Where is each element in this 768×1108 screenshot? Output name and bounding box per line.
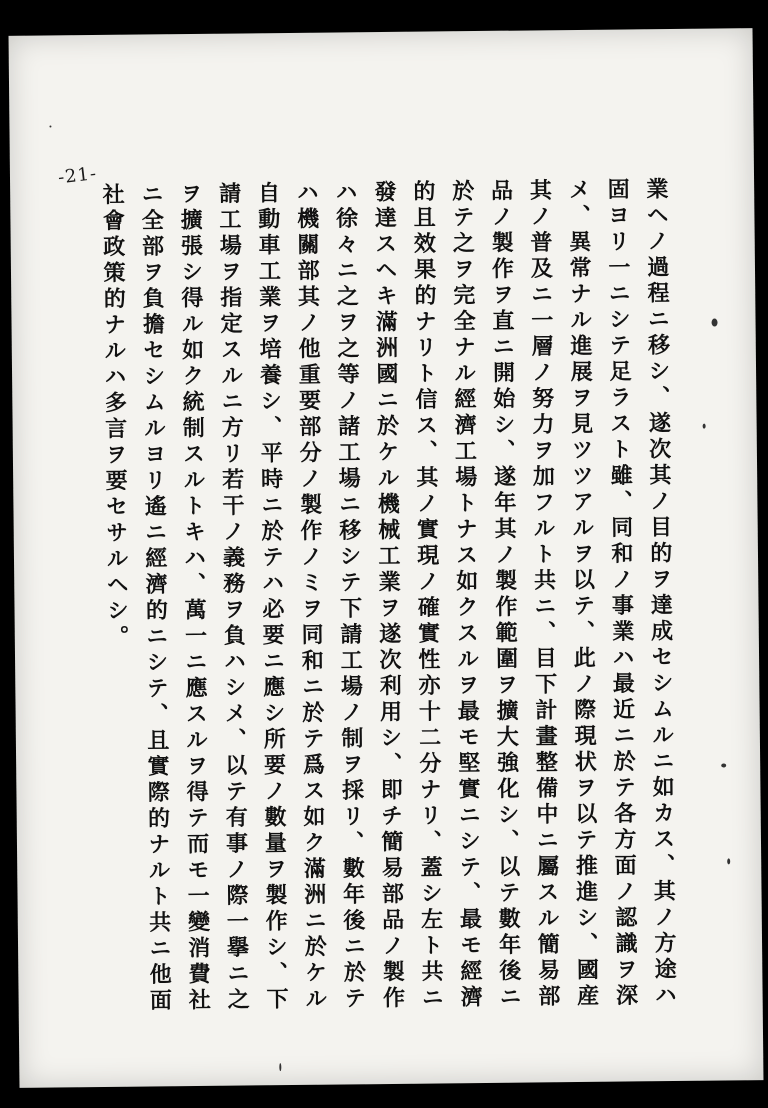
text-column-12: 請工場ヲ指定スルニ方リ若干ノ義務ヲ負ハシメ、以テ有事ノ際一擧ニ之 (215, 181, 251, 1014)
text-columns (94, 177, 683, 1063)
text-column-6: 於テ之ヲ完全ナル經濟工場トナス如クスルヲ最モ堅實ニシテ、最モ經濟 (448, 179, 484, 1012)
text-column-14: ニ全部ヲ負擔セシムルヨリ遙ニ經濟的ニシテ、且實際的ナルト共ニ他面 (137, 182, 173, 1015)
text-column-5: 品ノ製作ヲ直ニ開始シ、遂年其ノ製作範圍ヲ擴大強化シ、以テ數年後ニ (487, 178, 523, 1011)
text-column-1: 業ヘノ過程ニ移シ、遂次其ノ目的ヲ達成セシムルニ如カス、其ノ方途ハ (642, 177, 678, 1010)
text-column-10: ハ機關部其ノ他重要部分ノ製作ノミヲ同和ニ於テ爲ス如ク滿洲ニ於ケル (293, 180, 328, 1013)
paper-speck (279, 1063, 281, 1071)
text-column-8: 發達スヘキ滿洲國ニ於ケル機械工業ヲ遂次利用シ、即チ簡易部品ノ製作 (370, 179, 406, 1013)
text-column-9: ハ徐々ニ之ヲ之等ノ諸工場ニ移シテ下請工場ノ制ヲ採リ、數年後ニ於テ (332, 180, 367, 1013)
text-column-13: ヲ擴張シ得ル如ク統制スルトキハ、萬一ニ應スルヲ得テ而モ一變消費社 (176, 181, 212, 1015)
paper-speck (49, 125, 51, 127)
paper-speck (721, 763, 726, 767)
paper-speck (727, 858, 730, 864)
text-column-7: 的且效果的ナリト信ス、其ノ實現ノ確實性亦十二分ナリ、蓋シ左ト共ニ (409, 179, 445, 1012)
paper-speck (703, 424, 706, 429)
paper-speck (712, 319, 718, 327)
document-page (9, 28, 764, 1088)
page-number: -21- (56, 163, 99, 189)
text-column-11: 自動車工業ヲ培養シ、平時ニ於テハ必要ニ應シ所要ノ數量ヲ製作シ、下 (254, 181, 290, 1014)
text-column-15: 社會政策的ナルハ多言ヲ要セサルヘシ。 (99, 182, 130, 651)
text-column-3: メ、異常ナル進展ヲ見ツツアルヲ以テ、此ノ際現状ヲ以テ推進シ、國産 (565, 177, 600, 1011)
text-column-2: 固ヨリ一ニシテ足ラスト雖、同和ノ事業ハ最近ニ於テ各方面ノ認識ヲ深 (603, 177, 639, 1010)
text-column-4: 其ノ普及ニ一層ノ努力ヲ加フルト共ニ、目下計畫整備中ニ屬スル簡易部 (526, 178, 562, 1011)
